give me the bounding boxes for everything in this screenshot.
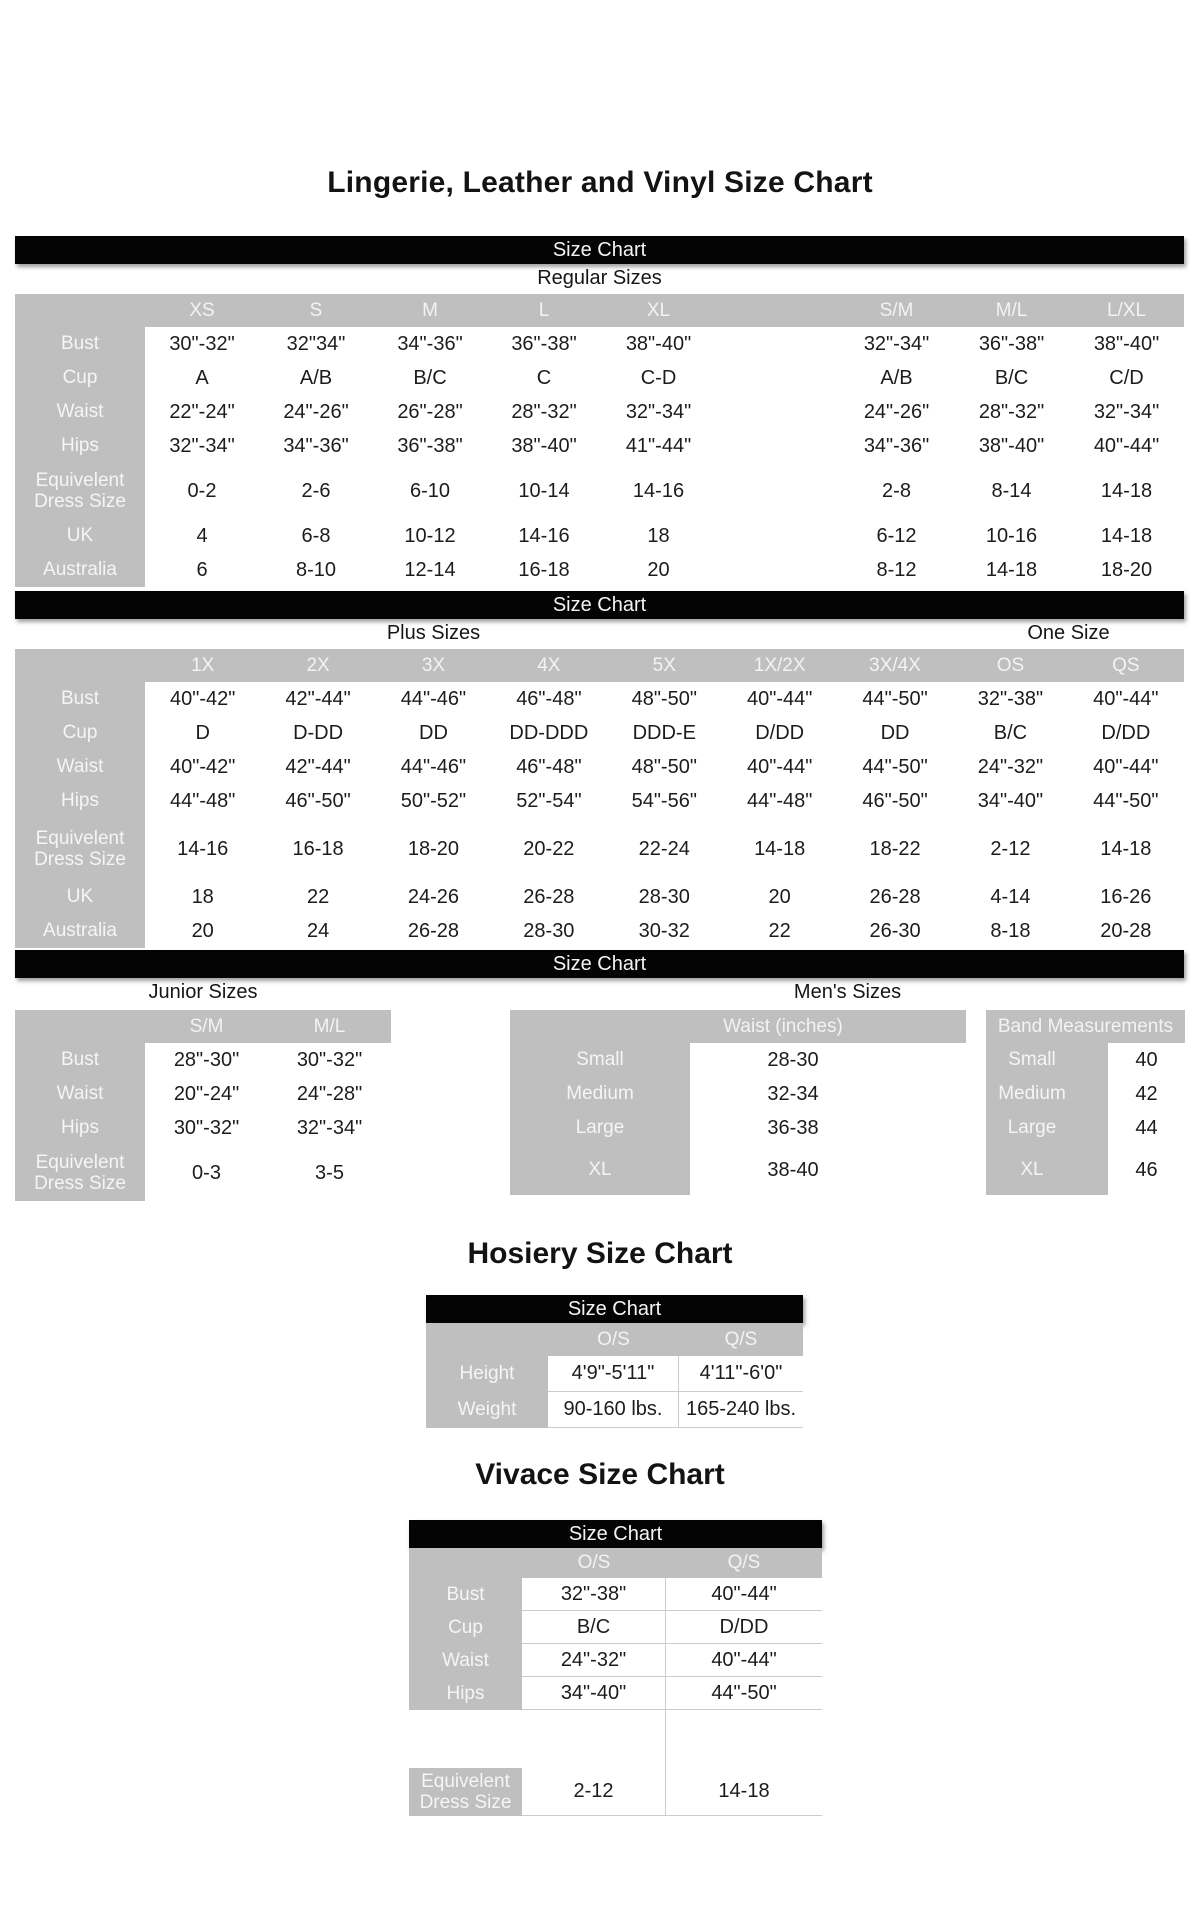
row-label: Hips bbox=[409, 1677, 522, 1710]
row-label: Cup bbox=[15, 716, 145, 750]
size-cell: 40"-42" bbox=[145, 682, 260, 716]
size-cell: 34"-40" bbox=[522, 1677, 666, 1710]
size-cell: 32"-34" bbox=[145, 429, 259, 463]
row-label: Height bbox=[426, 1356, 548, 1392]
size-cell: 46"-50" bbox=[260, 784, 375, 818]
size-cell: 30-32 bbox=[607, 914, 722, 948]
column-header: QS bbox=[1068, 649, 1183, 682]
size-cell: 14-18 bbox=[1069, 463, 1184, 519]
mens-band-size-label: Large bbox=[986, 1111, 1108, 1145]
size-cell: 40"-44" bbox=[666, 1644, 822, 1677]
mens-size-label: Medium bbox=[510, 1077, 690, 1111]
size-cell: 41"-44" bbox=[601, 429, 716, 463]
row-label: Cup bbox=[15, 361, 145, 395]
size-cell: 2-12 bbox=[953, 818, 1068, 880]
empty-cell bbox=[666, 1710, 822, 1768]
size-cell: 28-30 bbox=[607, 880, 722, 914]
size-cell: DD bbox=[837, 716, 952, 750]
column-header: 3X/4X bbox=[837, 649, 952, 682]
row-label: Equivelent Dress Size bbox=[15, 1145, 145, 1201]
mens-band-cell: 44 bbox=[1108, 1111, 1185, 1145]
size-cell: 20-22 bbox=[491, 818, 606, 880]
size-cell: 26-30 bbox=[837, 914, 952, 948]
empty-cell bbox=[716, 361, 839, 395]
junior-sizes-table bbox=[15, 1010, 391, 1201]
regular-sizes-section-row bbox=[15, 264, 1184, 294]
size-cell: 14-18 bbox=[1068, 818, 1183, 880]
size-cell: 28"-32" bbox=[954, 395, 1069, 429]
size-cell: 48"-50" bbox=[607, 750, 722, 784]
row-label: Equivelent Dress Size bbox=[15, 818, 145, 880]
column-header-spacer bbox=[426, 1323, 548, 1356]
main-size-charts bbox=[15, 236, 1184, 1201]
row-label: Hips bbox=[15, 1111, 145, 1145]
size-cell: 28"-30" bbox=[145, 1043, 268, 1077]
size-cell: 10-14 bbox=[487, 463, 601, 519]
mens-gap-cell bbox=[966, 1111, 986, 1145]
vivace-heading: Vivace Size Chart bbox=[475, 1458, 725, 1491]
empty-cell bbox=[716, 553, 839, 587]
size-cell: 20"-24" bbox=[145, 1077, 268, 1111]
column-header: 5X bbox=[607, 649, 722, 682]
size-cell: 10-16 bbox=[954, 519, 1069, 553]
mens-gap-cell bbox=[966, 1043, 986, 1077]
size-cell: 32"-34" bbox=[601, 395, 716, 429]
size-cell: 90-160 lbs. bbox=[548, 1392, 679, 1428]
size-cell: 34"-36" bbox=[373, 327, 487, 361]
size-cell: 26-28 bbox=[491, 880, 606, 914]
row-label: Hips bbox=[15, 429, 145, 463]
row-label: Bust bbox=[15, 1043, 145, 1077]
size-cell: 10-12 bbox=[373, 519, 487, 553]
column-header: Q/S bbox=[679, 1323, 803, 1356]
size-chart-bar bbox=[15, 950, 1184, 978]
mens-band-size-label: Medium bbox=[986, 1077, 1108, 1111]
mens-waist-cell: 28-30 bbox=[690, 1043, 966, 1077]
size-cell: 32"-34" bbox=[839, 327, 954, 361]
size-cell: A/B bbox=[259, 361, 373, 395]
size-cell: D/DD bbox=[722, 716, 837, 750]
column-header: O/S bbox=[522, 1548, 666, 1578]
size-cell: 14-18 bbox=[1069, 519, 1184, 553]
mens-band-size-label: Small bbox=[986, 1043, 1108, 1077]
row-label: Hips bbox=[15, 784, 145, 818]
column-header: S bbox=[259, 294, 373, 327]
size-chart-bar bbox=[15, 591, 1184, 619]
size-cell: 8-18 bbox=[953, 914, 1068, 948]
row-label: UK bbox=[15, 519, 145, 553]
size-cell: 44"-50" bbox=[666, 1677, 822, 1710]
size-chart-bar bbox=[15, 236, 1184, 264]
size-cell: 26-28 bbox=[376, 914, 491, 948]
size-cell: 0-2 bbox=[145, 463, 259, 519]
hosiery-heading: Hosiery Size Chart bbox=[467, 1237, 733, 1270]
size-cell: 40"-44" bbox=[666, 1578, 822, 1611]
size-cell: 38"-40" bbox=[601, 327, 716, 361]
size-cell: 46"-50" bbox=[837, 784, 952, 818]
mens-sizes-table bbox=[510, 1010, 1185, 1195]
mens-band-cell: 42 bbox=[1108, 1077, 1185, 1111]
row-label: Bust bbox=[409, 1578, 522, 1611]
size-cell: 38"-40" bbox=[1069, 327, 1184, 361]
column-header: 4X bbox=[491, 649, 606, 682]
row-label: Equivelent Dress Size bbox=[409, 1768, 522, 1816]
size-cell: 16-26 bbox=[1068, 880, 1183, 914]
plus-sizes-label: Plus Sizes bbox=[386, 622, 481, 644]
size-cell: 28-30 bbox=[491, 914, 606, 948]
column-header: XS bbox=[145, 294, 259, 327]
vivace-size-chart bbox=[409, 1520, 822, 1816]
size-cell: 0-3 bbox=[145, 1145, 268, 1201]
size-cell: 42"-44" bbox=[260, 682, 375, 716]
spacer-row bbox=[409, 1710, 522, 1768]
column-header: S/M bbox=[839, 294, 954, 327]
row-label: Waist bbox=[15, 750, 145, 784]
row-label: Equivelent Dress Size bbox=[15, 463, 145, 519]
size-cell: 18-20 bbox=[376, 818, 491, 880]
size-cell: 24 bbox=[260, 914, 375, 948]
size-cell: DDD-E bbox=[607, 716, 722, 750]
size-cell: 26"-28" bbox=[373, 395, 487, 429]
size-cell: D bbox=[145, 716, 260, 750]
size-cell: 14-18 bbox=[666, 1768, 822, 1816]
row-label: Bust bbox=[15, 682, 145, 716]
junior-mens-tables bbox=[15, 1010, 1184, 1201]
column-header: M/L bbox=[954, 294, 1069, 327]
mens-band-size-label: XL bbox=[986, 1145, 1108, 1195]
size-chart-bar-label: Size Chart bbox=[567, 1297, 662, 1320]
row-label: Weight bbox=[426, 1392, 548, 1428]
size-cell: 44"-46" bbox=[376, 682, 491, 716]
size-cell: 22 bbox=[260, 880, 375, 914]
row-label: Bust bbox=[15, 327, 145, 361]
row-label: UK bbox=[15, 880, 145, 914]
size-cell: 22 bbox=[722, 914, 837, 948]
hosiery-size-chart bbox=[426, 1295, 803, 1428]
page-title: Lingerie, Leather and Vinyl Size Chart bbox=[327, 166, 873, 199]
column-header: 2X bbox=[260, 649, 375, 682]
size-chart-bar bbox=[426, 1295, 803, 1323]
mens-size-label: Small bbox=[510, 1043, 690, 1077]
size-cell: 14-16 bbox=[145, 818, 260, 880]
size-cell: 14-16 bbox=[487, 519, 601, 553]
size-cell: 22-24 bbox=[607, 818, 722, 880]
column-header: XL bbox=[601, 294, 716, 327]
mens-waist-cell: 32-34 bbox=[690, 1077, 966, 1111]
size-cell: 6-8 bbox=[259, 519, 373, 553]
size-cell: 40"-44" bbox=[1068, 750, 1183, 784]
size-cell: B/C bbox=[954, 361, 1069, 395]
row-label: Waist bbox=[409, 1644, 522, 1677]
size-cell: 44"-48" bbox=[722, 784, 837, 818]
size-chart-bar-label: Size Chart bbox=[552, 238, 647, 261]
size-cell: DD-DDD bbox=[491, 716, 606, 750]
size-cell: 38"-40" bbox=[487, 429, 601, 463]
plus-sizes-section-row bbox=[15, 619, 1184, 649]
size-cell: 2-12 bbox=[522, 1768, 666, 1816]
size-cell: 8-12 bbox=[839, 553, 954, 587]
column-header-gap bbox=[716, 294, 839, 327]
size-cell: 36"-38" bbox=[373, 429, 487, 463]
column-header: O/S bbox=[548, 1323, 679, 1356]
size-cell: 40"-44" bbox=[722, 682, 837, 716]
size-cell: D-DD bbox=[260, 716, 375, 750]
size-cell: 40"-42" bbox=[145, 750, 260, 784]
size-cell: 40"-44" bbox=[1069, 429, 1184, 463]
size-cell: C bbox=[487, 361, 601, 395]
size-cell: 20 bbox=[601, 553, 716, 587]
size-cell: 14-18 bbox=[954, 553, 1069, 587]
size-cell: 6 bbox=[145, 553, 259, 587]
size-cell: 20 bbox=[145, 914, 260, 948]
size-cell: 32"34" bbox=[259, 327, 373, 361]
mens-waist-header: Waist (inches) bbox=[510, 1010, 966, 1043]
size-cell: 16-18 bbox=[260, 818, 375, 880]
size-chart-bar-label: Size Chart bbox=[552, 952, 647, 975]
column-header: 3X bbox=[376, 649, 491, 682]
size-cell: 32"-38" bbox=[522, 1578, 666, 1611]
regular-sizes-table bbox=[15, 294, 1184, 587]
size-cell: 20 bbox=[722, 880, 837, 914]
row-label: Australia bbox=[15, 553, 145, 587]
column-header: S/M bbox=[145, 1010, 268, 1043]
size-cell: 32"-38" bbox=[953, 682, 1068, 716]
size-cell: 8-10 bbox=[259, 553, 373, 587]
column-header-spacer bbox=[15, 294, 145, 327]
size-cell: A bbox=[145, 361, 259, 395]
size-cell: D/DD bbox=[1068, 716, 1183, 750]
size-cell: 42"-44" bbox=[260, 750, 375, 784]
size-cell: 44"-50" bbox=[837, 750, 952, 784]
mens-size-label: XL bbox=[510, 1145, 690, 1195]
size-cell: 24"-26" bbox=[839, 395, 954, 429]
size-cell: 26-28 bbox=[837, 880, 952, 914]
size-cell: 48"-50" bbox=[607, 682, 722, 716]
size-cell: 32"-34" bbox=[1069, 395, 1184, 429]
row-label: Cup bbox=[409, 1611, 522, 1644]
column-header: 1X bbox=[145, 649, 260, 682]
size-cell: 40"-44" bbox=[722, 750, 837, 784]
size-cell: 3-5 bbox=[268, 1145, 391, 1201]
size-cell: 24"-32" bbox=[953, 750, 1068, 784]
size-cell: 6-12 bbox=[839, 519, 954, 553]
size-cell: 44"-48" bbox=[145, 784, 260, 818]
size-cell: 24"-28" bbox=[268, 1077, 391, 1111]
size-cell: 50"-52" bbox=[376, 784, 491, 818]
column-header: M bbox=[373, 294, 487, 327]
column-header: M/L bbox=[268, 1010, 391, 1043]
mens-band-header: Band Measurements bbox=[986, 1010, 1185, 1043]
size-cell: 46"-48" bbox=[491, 750, 606, 784]
size-cell: 4 bbox=[145, 519, 259, 553]
size-cell: 12-14 bbox=[373, 553, 487, 587]
size-cell: 44"-50" bbox=[837, 682, 952, 716]
column-header: Q/S bbox=[666, 1548, 822, 1578]
junior-sizes-label: Junior Sizes bbox=[148, 981, 258, 1003]
column-header: L/XL bbox=[1069, 294, 1184, 327]
size-cell: 34"-36" bbox=[259, 429, 373, 463]
empty-cell bbox=[716, 463, 839, 519]
size-cell: 165-240 lbs. bbox=[679, 1392, 803, 1428]
one-size-label: One Size bbox=[1027, 622, 1110, 644]
size-cell: 22"-24" bbox=[145, 395, 259, 429]
size-chart-bar-label: Size Chart bbox=[552, 593, 647, 616]
size-cell: 24-26 bbox=[376, 880, 491, 914]
mens-gap-cell bbox=[966, 1077, 986, 1111]
size-cell: D/DD bbox=[666, 1611, 822, 1644]
mens-gap-cell bbox=[966, 1145, 986, 1195]
size-cell: 4-14 bbox=[953, 880, 1068, 914]
size-cell: C/D bbox=[1069, 361, 1184, 395]
size-cell: 28"-32" bbox=[487, 395, 601, 429]
mens-header-gap bbox=[966, 1010, 986, 1043]
size-cell: 6-10 bbox=[373, 463, 487, 519]
column-header: L bbox=[487, 294, 601, 327]
size-cell: 2-6 bbox=[259, 463, 373, 519]
size-cell: B/C bbox=[522, 1611, 666, 1644]
mens-waist-cell: 38-40 bbox=[690, 1145, 966, 1195]
size-cell: 18 bbox=[601, 519, 716, 553]
row-label: Waist bbox=[15, 395, 145, 429]
size-cell: 30"-32" bbox=[145, 327, 259, 361]
size-cell: A/B bbox=[839, 361, 954, 395]
size-cell: 46"-48" bbox=[491, 682, 606, 716]
size-cell: 40"-44" bbox=[1068, 682, 1183, 716]
size-cell: 16-18 bbox=[487, 553, 601, 587]
size-cell: 8-14 bbox=[954, 463, 1069, 519]
size-cell: 18-22 bbox=[837, 818, 952, 880]
size-cell: 36"-38" bbox=[954, 327, 1069, 361]
empty-cell bbox=[716, 429, 839, 463]
empty-cell bbox=[716, 327, 839, 361]
mens-waist-cell: 36-38 bbox=[690, 1111, 966, 1145]
size-cell: 30"-32" bbox=[268, 1043, 391, 1077]
empty-cell bbox=[522, 1710, 666, 1768]
mens-band-cell: 40 bbox=[1108, 1043, 1185, 1077]
size-cell: 54"-56" bbox=[607, 784, 722, 818]
junior-mens-section-row bbox=[15, 978, 1184, 1010]
size-cell: 14-18 bbox=[722, 818, 837, 880]
size-cell: C-D bbox=[601, 361, 716, 395]
size-cell: 34"-36" bbox=[839, 429, 954, 463]
size-cell: 20-28 bbox=[1068, 914, 1183, 948]
size-cell: 24"-26" bbox=[259, 395, 373, 429]
column-header: OS bbox=[953, 649, 1068, 682]
size-cell: DD bbox=[376, 716, 491, 750]
row-label: Waist bbox=[15, 1077, 145, 1111]
plus-sizes-table bbox=[15, 649, 1184, 948]
empty-cell bbox=[716, 519, 839, 553]
column-header: 1X/2X bbox=[722, 649, 837, 682]
row-label: Australia bbox=[15, 914, 145, 948]
size-cell: 14-16 bbox=[601, 463, 716, 519]
size-cell: 44"-50" bbox=[1068, 784, 1183, 818]
size-cell: 34"-40" bbox=[953, 784, 1068, 818]
size-cell: 52"-54" bbox=[491, 784, 606, 818]
size-cell: 30"-32" bbox=[145, 1111, 268, 1145]
size-cell: 44"-46" bbox=[376, 750, 491, 784]
regular-sizes-label: Regular Sizes bbox=[537, 267, 662, 289]
size-cell: 38"-40" bbox=[954, 429, 1069, 463]
size-cell: 18-20 bbox=[1069, 553, 1184, 587]
hosiery-table bbox=[426, 1323, 803, 1428]
size-cell: B/C bbox=[373, 361, 487, 395]
size-chart-bar-label: Size Chart bbox=[568, 1522, 663, 1545]
mens-band-cell: 46 bbox=[1108, 1145, 1185, 1195]
size-cell: 32"-34" bbox=[268, 1111, 391, 1145]
vivace-table bbox=[409, 1548, 822, 1816]
size-cell: 36"-38" bbox=[487, 327, 601, 361]
column-header-spacer bbox=[15, 1010, 145, 1043]
size-cell: 4'11"-6'0" bbox=[679, 1356, 803, 1392]
empty-cell bbox=[716, 395, 839, 429]
size-cell: 18 bbox=[145, 880, 260, 914]
size-chart-bar bbox=[409, 1520, 822, 1548]
size-cell: 24"-32" bbox=[522, 1644, 666, 1677]
mens-sizes-label: Men's Sizes bbox=[793, 981, 902, 1003]
column-header-spacer bbox=[409, 1548, 522, 1578]
size-cell: 4'9"-5'11" bbox=[548, 1356, 679, 1392]
size-cell: B/C bbox=[953, 716, 1068, 750]
column-header-spacer bbox=[15, 649, 145, 682]
size-cell: 2-8 bbox=[839, 463, 954, 519]
mens-size-label: Large bbox=[510, 1111, 690, 1145]
